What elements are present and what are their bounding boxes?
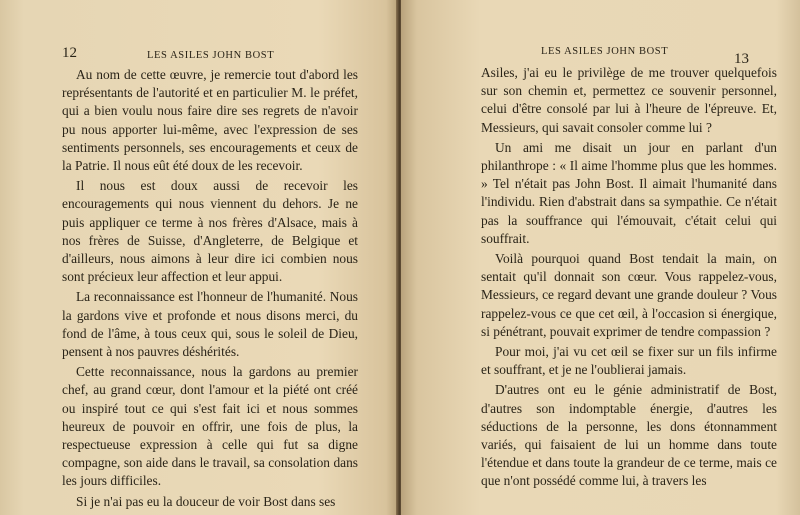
page-number: 13 <box>734 51 749 67</box>
continued-paragraph: Asiles, j'ai eu le privilège de me trouver quelquefois sur son chemin et, permettez ce souvenir personnel, celui d'être consolé par lui à l'heure de l'épreuve. Et, Messieurs, qui savait consoler comme lui ? <box>481 65 777 135</box>
paragraph: Cette reconnaissance, nous la gardons au premier chef, au grand cœur, dont l'amour et la piété ont créé ou inspiré tout ce qui s'est fait ici et nous sommes heureux de pouvoir en offrir, une fois de plus, la respectueuse expression à celle qui fut sa digne compagne, son aide dans le travail, sa consolation dans les jours difficiles. <box>62 364 358 489</box>
paragraph: Un ami me disait un jour en parlant d'un philanthrope : « Il aime l'homme plus que les hommes. » Tel n'était pas John Bost. Il aimait l'humanité dans l'individu. Rien d'abstrait dans sa sympathie. Ce n'était pas la souffrance qui l'émouvait, c'était celui qui souffrait. <box>481 139 777 246</box>
paragraph: Pour moi, j'ai vu cet œil se fixer sur un fils infirme et souffrant, et je ne l'oublierai jamais. <box>481 344 777 378</box>
paragraph: La reconnaissance est l'honneur de l'humanité. Nous la gardons vive et profonde et nous disons merci, du fond de l'âme, à tous ceux qui, sous le soleil de Dieu, pensent à nos pauvres déshérités. <box>62 289 358 360</box>
paragraph: Voilà pourquoi quand Bost tendait la main, on sentait qu'il donnait son cœur. Vous rappelez-vous, Messieurs, ce regard devant une grande douleur ? Vous rappelez-vous ce que cet œil, à l'occasion si énergique, si pénétrant, pouvait exprimer de tendre compassion ? <box>481 251 777 339</box>
page-number: 12 <box>62 45 77 61</box>
right-page <box>401 0 800 515</box>
page-body <box>481 64 777 491</box>
running-head: LES ASILES JOHN BOST <box>147 50 275 61</box>
left-page <box>0 0 398 515</box>
paragraph: Si je n'ai pas eu la douceur de voir Bost dans ses <box>76 493 336 509</box>
paragraph: Il nous est doux aussi de recevoir les encouragements qui nous viennent du dehors. Je ne puis appliquer ce terme à nos frères d'Alsace, mais à nos frères de Suisse, d'Angleterre, de Belgique et d'ailleurs, nous aimons à leur dire ici combien nous sont précieux leur affection et leur appui. <box>62 178 358 285</box>
paragraph: Au nom de cette œuvre, je remercie tout d'abord les représentants de l'autorité et en particulier M. le préfet, qui a bien voulu nous faire dire ses regrets de n'avoir pu nous apporter lui-même, avec l'expression de ses sentiments personnels, ses encouragements et ceux de la Patrie. Il nous eût été doux de les recevoir. <box>62 67 358 174</box>
paragraph: D'autres ont eu le génie administratif de Bost, d'autres son indomptable énergie, d'autres les séductions de la personne, les dons étonnamment variés, qui faisaient de lui un homme dans toute l'étendue et dans toute la grandeur de ce terme, mais ce que n'ont possédé comme lui, à travers les <box>481 382 777 489</box>
page-body <box>62 66 358 511</box>
running-head: LES ASILES JOHN BOST <box>541 46 669 57</box>
